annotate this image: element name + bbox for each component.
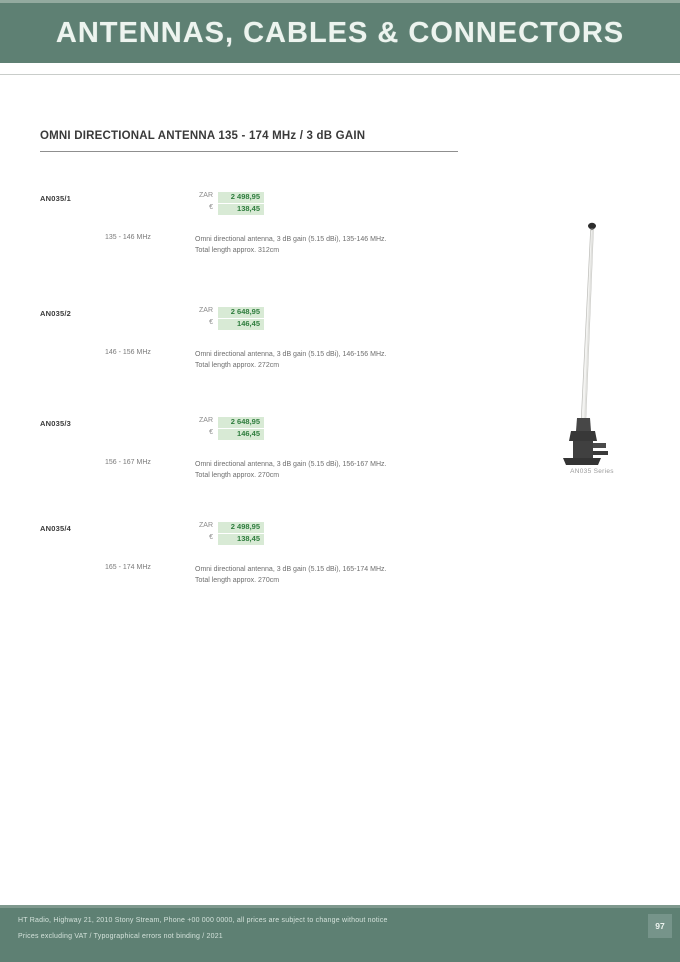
product-row (40, 307, 470, 399)
description-line: Omni directional antenna, 3 dB gain (5.15 dBi), 146-156 MHz. (195, 351, 387, 358)
description-line: Omni directional antenna, 3 dB gain (5.15 dBi), 156-167 MHz. (195, 461, 387, 468)
price-value: 2 648,95 (218, 417, 264, 428)
product-description (195, 349, 465, 371)
product-code: AN035/4 (40, 524, 72, 533)
product-code: AN035/3 (40, 419, 72, 428)
product-row (40, 522, 470, 614)
description-line: Total length approx. 270cm (195, 577, 280, 584)
description-line: Omni directional antenna, 3 dB gain (5.15 dBi), 165-174 MHz. (195, 566, 387, 573)
price-value: 138,45 (218, 204, 264, 215)
footer-notice-line: Prices excluding VAT / Typographical errors not binding / 2021 (18, 933, 223, 940)
section-title: OMNI DIRECTIONAL ANTENNA 135 - 174 MHz / 3 dB GAIN (40, 130, 366, 142)
currency-label: ZAR (199, 307, 213, 314)
price-line-secondary (140, 319, 340, 330)
currency-label: ZAR (199, 192, 213, 199)
description-line: Omni directional antenna, 3 dB gain (5.15 dBi), 135-146 MHz. (195, 236, 387, 243)
section-heading (40, 130, 458, 152)
page-title: ANTENNAS, CABLES & CONNECTORS (55, 16, 625, 49)
product-code: AN035/1 (40, 194, 72, 203)
frequency-range: 156 - 167 MHz (105, 459, 151, 466)
price-value: 2 498,95 (218, 522, 264, 533)
price-line-primary (140, 192, 340, 203)
price-value: 146,45 (218, 319, 264, 330)
footer-band (0, 905, 680, 962)
header-divider (0, 74, 680, 75)
currency-label: € (209, 534, 213, 541)
price-line-secondary (140, 204, 340, 215)
price-line-primary (140, 522, 340, 533)
currency-label: € (209, 319, 213, 326)
product-row (40, 417, 470, 509)
product-row (40, 192, 470, 284)
frequency-range: 135 - 146 MHz (105, 234, 151, 241)
figure-caption: AN035 Series (570, 468, 614, 475)
footer-contact-line: HT Radio, Highway 21, 2010 Stony Stream, Phone +00 000 0000, all prices are subject to change without notice (18, 917, 388, 924)
frequency-range: 165 - 174 MHz (105, 564, 151, 571)
product-description (195, 459, 465, 481)
description-line: Total length approx. 272cm (195, 362, 280, 369)
currency-label: € (209, 429, 213, 436)
price-value: 146,45 (218, 429, 264, 440)
antenna-figure (540, 220, 644, 482)
description-line: Total length approx. 312cm (195, 247, 280, 254)
header-band (0, 3, 680, 63)
price-line-secondary (140, 429, 340, 440)
price-value: 2 648,95 (218, 307, 264, 318)
antenna-photo (540, 220, 644, 468)
description-line: Total length approx. 270cm (195, 472, 280, 479)
product-code: AN035/2 (40, 309, 72, 318)
price-line-secondary (140, 534, 340, 545)
currency-label: ZAR (199, 522, 213, 529)
price-line-primary (140, 307, 340, 318)
footer-top-edge (0, 905, 680, 908)
price-value: 138,45 (218, 534, 264, 545)
currency-label: ZAR (199, 417, 213, 424)
price-value: 2 498,95 (218, 192, 264, 203)
frequency-range: 146 - 156 MHz (105, 349, 151, 356)
page-number: 97 (648, 914, 672, 938)
product-description (195, 234, 465, 256)
currency-label: € (209, 204, 213, 211)
product-description (195, 564, 465, 586)
price-line-primary (140, 417, 340, 428)
